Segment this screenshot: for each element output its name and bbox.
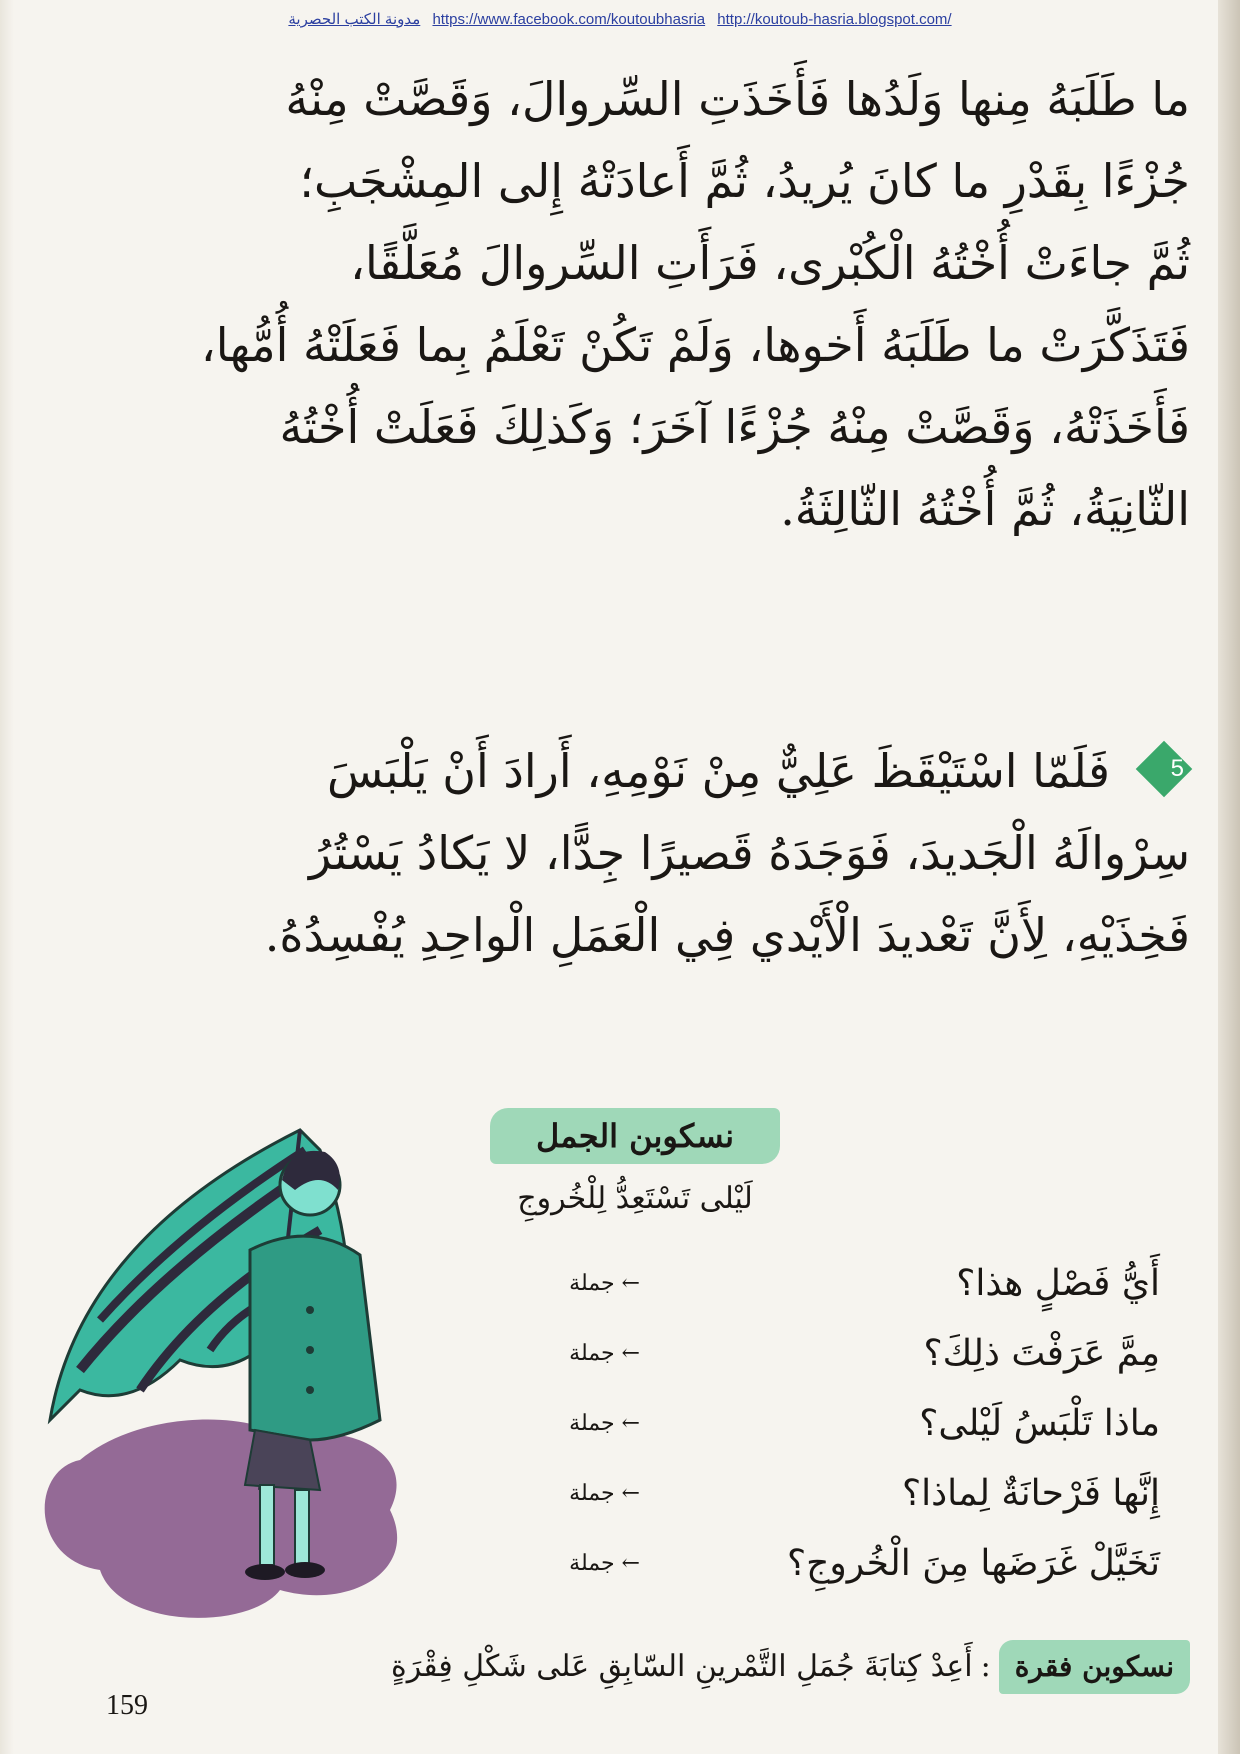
story-line: جُزْءًا بِقَدْرِ ما كانَ يُريدُ، ثُمَّ أَعادَتْهُ إِلى المِشْجَبِ؛ <box>299 154 1190 208</box>
question-text: إِنَّها فَرْحانَةٌ لِماذا؟ <box>902 1473 1160 1514</box>
question-row <box>490 1534 1190 1594</box>
answer-blank[interactable]: ← جملة <box>569 1481 640 1506</box>
task-separator: : <box>980 1649 991 1684</box>
question-row <box>490 1394 1190 1454</box>
paragraph-5 <box>80 730 1190 976</box>
answer-blank[interactable]: ← جملة <box>569 1271 640 1296</box>
task-label: نسكوبن فقرة <box>999 1640 1190 1694</box>
green-diamond-icon <box>1136 741 1193 798</box>
question-row <box>490 1324 1190 1384</box>
girl-with-umbrella-illustration <box>20 1090 460 1630</box>
story-paragraph <box>80 58 1190 550</box>
story-line <box>80 730 1190 812</box>
story-line-text: فَلَمّا اسْتَيْقَظَ عَلِيٌّ مِنْ نَوْمِهِ، أَرادَ أَنْ يَلْبَسَ <box>327 744 1110 798</box>
story-line: الثّانِيَةُ، ثُمَّ أُخْتُهُ الثّالِثَةُ. <box>780 482 1190 536</box>
story-line: فَأَخَذَتْهُ، وَقَصَّتْ مِنْهُ جُزْءًا آخَرَ؛ وَكَذلِكَ فَعَلَتْ أُخْتُهُ <box>279 400 1190 454</box>
blog-link[interactable]: http://koutoub-hasria.blogspot.com/ <box>717 11 952 28</box>
page-edge <box>0 0 14 1754</box>
question-text: تَخَيَّلْ غَرَضَها مِنَ الْخُروجِ؟ <box>786 1543 1160 1584</box>
blog-name: مدونة الكتب الحصرية <box>288 11 421 28</box>
paragraph-task <box>330 1640 1190 1700</box>
answer-blank[interactable]: ← جملة <box>569 1411 640 1436</box>
watermark-header <box>0 10 1240 28</box>
story-line: سِرْوالَهُ الْجَديدَ، فَوَجَدَهُ قَصيرًا جِدًّا، لا يَكادُ يَسْتُرُ <box>309 826 1190 880</box>
story-line: ما طَلَبَهُ مِنها وَلَدُها فَأَخَذَتِ السِّروالَ، وَقَصَّتْ مِنْهُ <box>285 72 1190 126</box>
story-line: ثُمَّ جاءَتْ أُخْتُهُ الْكُبْرى، فَرَأَتِ السِّروالَ مُعَلَّقًا، <box>350 236 1190 290</box>
facebook-link[interactable]: https://www.facebook.com/koutoubhasria <box>432 11 706 28</box>
book-spine <box>1218 0 1240 1754</box>
question-row <box>490 1254 1190 1314</box>
question-text: ماذا تَلْبَسُ لَيْلى؟ <box>919 1403 1160 1444</box>
question-text: أَيُّ فَصْلٍ هذا؟ <box>956 1263 1160 1304</box>
story-line: فَتَذَكَّرَتْ ما طَلَبَهُ أَخوها، وَلَمْ تَكُنْ تَعْلَمُ بِما فَعَلَتْهُ أُمُّها، <box>200 318 1190 372</box>
task-instruction: أَعِدْ كِتابَةَ جُمَلِ التَّمْرينِ السّابِقِ عَلى شَكْلِ فِقْرَةٍ <box>390 1649 973 1684</box>
exercise-title: نسكوبن الجمل <box>490 1108 780 1164</box>
answer-blank[interactable]: ← جملة <box>569 1551 640 1576</box>
story-line: فَخِذَيْهِ، لِأَنَّ تَعْديدَ الْأَيْدي فِي الْعَمَلِ الْواحِدِ يُفْسِدُهُ. <box>264 908 1190 962</box>
question-row <box>490 1464 1190 1524</box>
question-text: مِمَّ عَرَفْتَ ذلِكَ؟ <box>923 1333 1160 1374</box>
exercise-subtitle: لَيْلى تَسْتَعِدُّ لِلْخُروجِ <box>517 1181 753 1216</box>
paragraph-number: 5 <box>1170 755 1184 782</box>
page-number: 159 <box>106 1690 148 1721</box>
answer-blank[interactable]: ← جملة <box>569 1341 640 1366</box>
